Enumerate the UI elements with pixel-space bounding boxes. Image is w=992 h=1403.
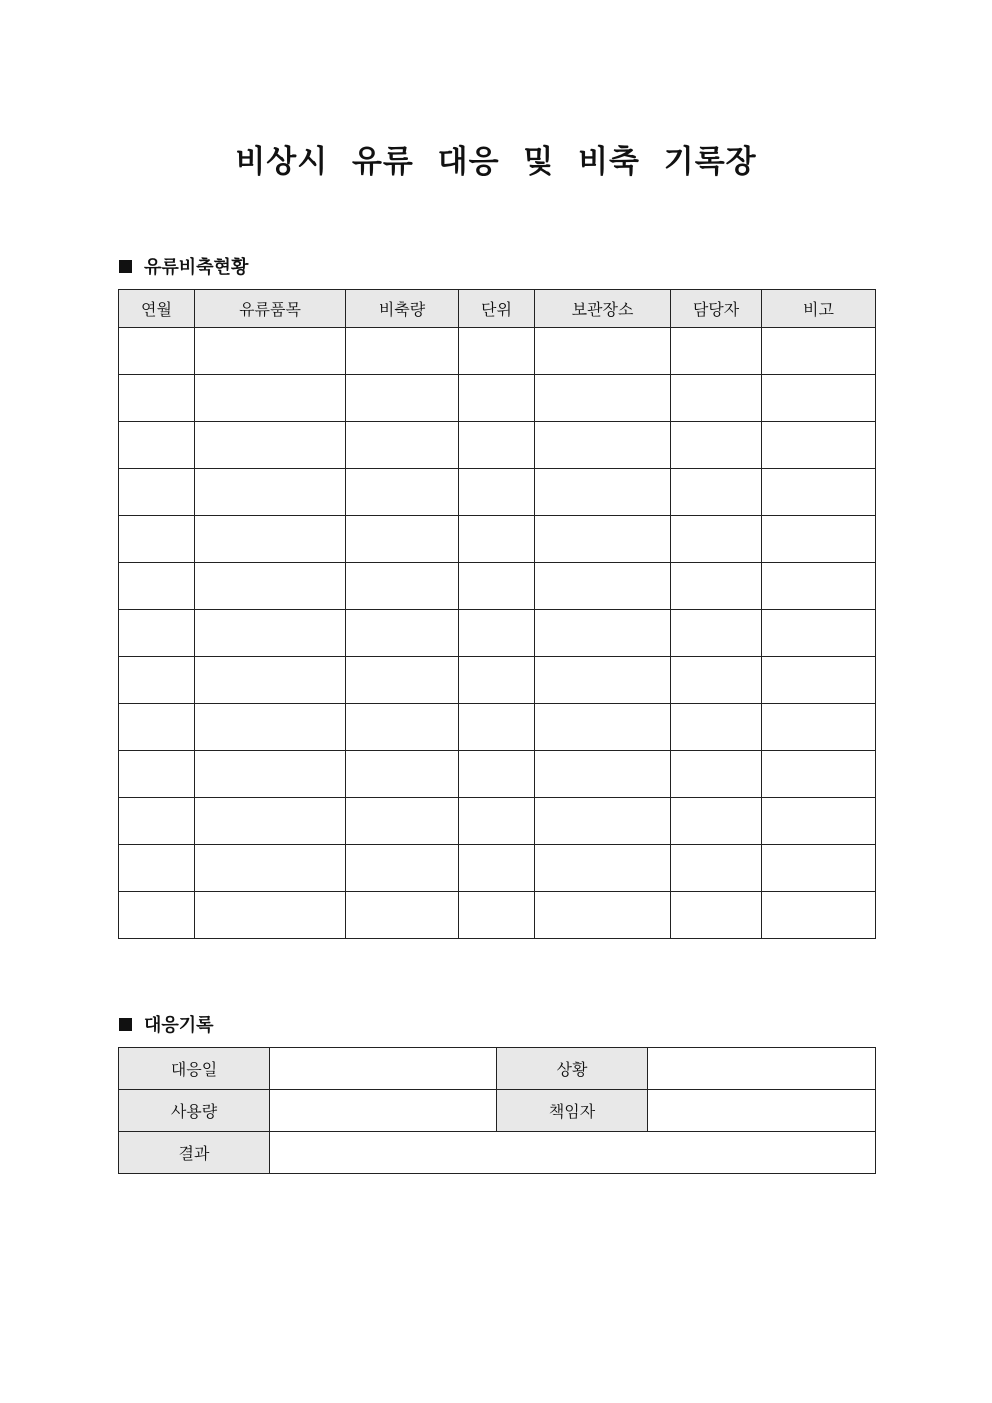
table-cell[interactable] <box>119 375 195 422</box>
response-section-heading <box>119 1011 214 1037</box>
table-cell[interactable] <box>535 657 671 704</box>
table-cell[interactable] <box>346 563 459 610</box>
table-row <box>119 657 876 704</box>
table-cell[interactable] <box>119 610 195 657</box>
table-cell[interactable] <box>762 610 876 657</box>
table-cell[interactable] <box>762 798 876 845</box>
table-cell[interactable] <box>459 328 535 375</box>
table-cell[interactable] <box>671 469 762 516</box>
table-cell[interactable] <box>762 892 876 939</box>
label-situation: 상황 <box>497 1048 648 1090</box>
field-responsible[interactable] <box>648 1090 876 1132</box>
field-result[interactable] <box>270 1132 876 1174</box>
table-cell[interactable] <box>119 563 195 610</box>
table-cell[interactable] <box>535 845 671 892</box>
col-header-fuel-item: 유류품목 <box>195 290 346 328</box>
col-header-unit: 단위 <box>459 290 535 328</box>
table-cell[interactable] <box>195 610 346 657</box>
table-row <box>119 798 876 845</box>
col-header-remarks: 비고 <box>762 290 876 328</box>
table-cell[interactable] <box>671 751 762 798</box>
table-cell[interactable] <box>195 892 346 939</box>
field-usage[interactable] <box>270 1090 497 1132</box>
table-row <box>119 328 876 375</box>
table-row <box>119 892 876 939</box>
table-cell[interactable] <box>535 375 671 422</box>
response-table <box>118 1047 876 1174</box>
table-cell[interactable] <box>535 892 671 939</box>
table-cell[interactable] <box>671 516 762 563</box>
table-cell[interactable] <box>762 845 876 892</box>
table-cell[interactable] <box>535 328 671 375</box>
col-header-storage-location: 보관장소 <box>535 290 671 328</box>
table-cell[interactable] <box>119 751 195 798</box>
response-section-title: 대응기록 <box>144 1015 214 1036</box>
table-cell[interactable] <box>346 892 459 939</box>
table-cell[interactable] <box>119 798 195 845</box>
table-cell[interactable] <box>346 798 459 845</box>
table-cell[interactable] <box>195 469 346 516</box>
field-response-date[interactable] <box>270 1048 497 1090</box>
col-header-stock-amount: 비축량 <box>346 290 459 328</box>
table-cell[interactable] <box>195 751 346 798</box>
table-cell[interactable] <box>671 798 762 845</box>
table-cell[interactable] <box>119 845 195 892</box>
table-row <box>119 610 876 657</box>
table-cell[interactable] <box>762 375 876 422</box>
table-cell[interactable] <box>119 892 195 939</box>
table-cell[interactable] <box>671 704 762 751</box>
table-cell[interactable] <box>459 563 535 610</box>
table-cell[interactable] <box>459 469 535 516</box>
table-cell[interactable] <box>535 422 671 469</box>
table-cell[interactable] <box>459 845 535 892</box>
table-cell[interactable] <box>346 657 459 704</box>
table-cell[interactable] <box>671 845 762 892</box>
table-row <box>119 751 876 798</box>
table-cell[interactable] <box>762 469 876 516</box>
table-cell[interactable] <box>119 657 195 704</box>
table-row <box>119 704 876 751</box>
table-cell[interactable] <box>346 610 459 657</box>
col-header-month: 연월 <box>119 290 195 328</box>
table-row <box>119 375 876 422</box>
table-cell[interactable] <box>535 469 671 516</box>
stock-section-title: 유류비축현황 <box>144 257 249 278</box>
table-cell[interactable] <box>459 610 535 657</box>
table-cell[interactable] <box>119 704 195 751</box>
table-cell[interactable] <box>119 516 195 563</box>
table-cell[interactable] <box>671 563 762 610</box>
table-cell[interactable] <box>195 422 346 469</box>
table-row <box>119 469 876 516</box>
field-situation[interactable] <box>648 1048 876 1090</box>
label-result: 결과 <box>119 1132 270 1174</box>
table-cell[interactable] <box>195 845 346 892</box>
table-row <box>119 422 876 469</box>
table-cell[interactable] <box>119 328 195 375</box>
table-row <box>119 516 876 563</box>
table-cell[interactable] <box>762 704 876 751</box>
label-response-date: 대응일 <box>119 1048 270 1090</box>
stock-table <box>118 289 876 939</box>
table-cell[interactable] <box>535 563 671 610</box>
table-cell[interactable] <box>195 516 346 563</box>
response-row-result <box>119 1132 876 1174</box>
table-cell[interactable] <box>459 704 535 751</box>
table-cell[interactable] <box>346 704 459 751</box>
table-cell[interactable] <box>535 610 671 657</box>
table-cell[interactable] <box>119 469 195 516</box>
table-cell[interactable] <box>346 469 459 516</box>
table-cell[interactable] <box>346 516 459 563</box>
table-cell[interactable] <box>459 892 535 939</box>
table-cell[interactable] <box>762 657 876 704</box>
table-cell[interactable] <box>459 657 535 704</box>
stock-section-heading <box>119 253 248 279</box>
table-cell[interactable] <box>671 892 762 939</box>
table-cell[interactable] <box>762 422 876 469</box>
col-header-manager: 담당자 <box>671 290 762 328</box>
table-cell[interactable] <box>535 798 671 845</box>
table-cell[interactable] <box>535 704 671 751</box>
table-cell[interactable] <box>459 798 535 845</box>
table-cell[interactable] <box>346 375 459 422</box>
table-cell[interactable] <box>762 328 876 375</box>
stock-table-header-row <box>119 290 876 328</box>
table-cell[interactable] <box>535 751 671 798</box>
response-row-usage <box>119 1090 876 1132</box>
table-cell[interactable] <box>671 610 762 657</box>
table-cell[interactable] <box>671 422 762 469</box>
response-row-date <box>119 1048 876 1090</box>
table-cell[interactable] <box>459 751 535 798</box>
square-bullet-icon <box>119 1018 132 1031</box>
table-cell[interactable] <box>459 375 535 422</box>
label-usage: 사용량 <box>119 1090 270 1132</box>
stock-table-body <box>119 328 876 939</box>
square-bullet-icon <box>119 260 132 273</box>
table-cell[interactable] <box>671 375 762 422</box>
label-responsible: 책임자 <box>497 1090 648 1132</box>
table-cell[interactable] <box>346 328 459 375</box>
table-cell[interactable] <box>762 751 876 798</box>
table-cell[interactable] <box>671 328 762 375</box>
table-cell[interactable] <box>762 516 876 563</box>
table-cell[interactable] <box>195 328 346 375</box>
table-cell[interactable] <box>195 798 346 845</box>
table-cell[interactable] <box>195 704 346 751</box>
table-cell[interactable] <box>535 516 671 563</box>
table-cell[interactable] <box>346 751 459 798</box>
table-cell[interactable] <box>119 422 195 469</box>
document-title: 비상시 유류 대응 및 비축 기록장 <box>235 144 757 180</box>
table-row <box>119 845 876 892</box>
table-row <box>119 563 876 610</box>
table-cell[interactable] <box>195 563 346 610</box>
table-cell[interactable] <box>459 422 535 469</box>
table-cell[interactable] <box>195 375 346 422</box>
table-cell[interactable] <box>346 422 459 469</box>
table-cell[interactable] <box>762 563 876 610</box>
table-cell[interactable] <box>671 657 762 704</box>
table-cell[interactable] <box>346 845 459 892</box>
table-cell[interactable] <box>195 657 346 704</box>
table-cell[interactable] <box>459 516 535 563</box>
